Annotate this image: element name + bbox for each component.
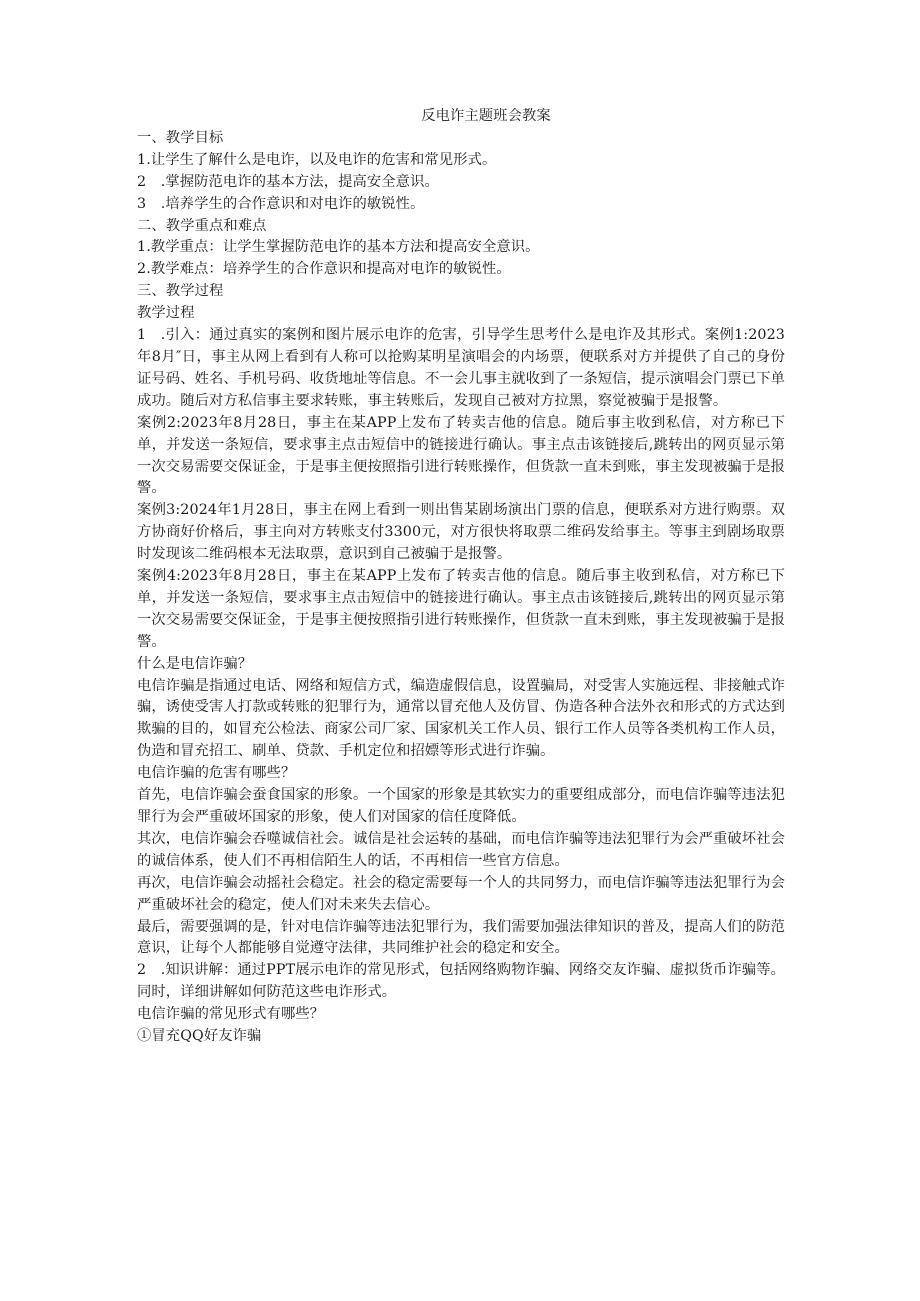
- document-paragraph: 电信诈骗的常见形式有哪些？: [137, 1006, 325, 1023]
- document-paragraph: 一、教学目标: [137, 129, 224, 146]
- document-paragraph: 电信诈骗是指通过电话、网络和短信方式，编造虚假信息，设置骗局，对受害人实施远程、非接触式诈骗，诱使受害人打款或转账的犯罪行为，通常以冒充他人及仿冒、伪造各种合法外衣和形式的方式达到欺骗的目的，如冒充公检法、商家公司厂家、国家机关工作人员、银行工作人员等各类机构工作人员，伪造和冒充招工、刷单、贷款、手机定位和招嫖等形式进行诈骗。: [137, 677, 785, 760]
- document-paragraph: 电信诈骗的危害有哪些？: [137, 765, 296, 782]
- document-paragraph: 再次，电信诈骗会动摇社会稳定。社会的稳定需要每一个人的共同努力，而电信诈骗等违法犯罪行为会严重破坏社会的稳定，使人们对未来失去信心。: [137, 874, 785, 913]
- document-paragraph: 案例3:2024年1月28日，事主在网上看到一则出售某剧场演出门票的信息，便联系对方进行购票。双方协商好价格后，事主向对方转账支付3300元，对方很快将取票二维码发给事主。等事主到剧场取票时发现该二维码根本无法取票，意识到自己被骗于是报警。: [137, 502, 785, 563]
- document-paragraph: 二、教学重点和难点: [137, 217, 267, 234]
- document-paragraph: 1 .引入：通过真实的案例和图片展示电诈的危害，引导学生思考什么是电诈及其形式。案例1:2023年8月″日，事主从网上看到有人称可以抢购某明星演唱会的内场票，便联系对方并提供了自己的身份证号码、姓名、手机号码、收货地址等信息。不一会儿事主就收到了一条短信，提示演唱会门票已下单成功。随后对方私信事主要求转账，事主转账后，发现自己被对方拉黑，察觉被骗于是报警。: [137, 327, 785, 409]
- document-paragraph: 其次，电信诈骗会吞噬诚信社会。诚信是社会运转的基础，而电信诈骗等违法犯罪行为会严重破坏社会的诚信体系，使人们不再相信陌生人的话，不再相信一些官方信息。: [137, 830, 785, 869]
- document-paragraph: 教学过程: [137, 305, 195, 322]
- document-paragraph: 案例2:2023年8月28日，事主在某APP上发布了转卖吉他的信息。随后事主收到私信，对方称已下单，并发送一条短信，要求事主点击短信中的链接进行确认。事主点击该链接后,跳转出的网页显示第一次交易需要交保证金，于是事主便按照指引进行转账操作，但货款一直未到账，事主发现被骗于是报警。: [137, 414, 785, 497]
- document-title: 反电诈主题班会教案: [421, 108, 551, 124]
- document-paragraph: 2 .掌握防范电诈的基本方法，提高安全意识。: [137, 173, 439, 190]
- document-body: [137, 128, 785, 1048]
- document-paragraph: 最后，需要强调的是，针对电信诈骗等违法犯罪行为，我们需要加强法律知识的普及，提高人们的防范意识，让每个人都能够自觉遵守法律，共同维护社会的稳定和安全。: [137, 918, 785, 957]
- document-paragraph: 案例4:2023年8月28日，事主在某APP上发布了转卖吉他的信息。随后事主收到私信，对方称已下单，并发送一条短信，要求事主点击短信中的链接进行确认。事主点击该链接后,跳转出的网页显示第一次交易需要交保证金，于是事主便按照指引进行转账操作，但货款一直未到账，事主发现被骗于是报警。: [137, 568, 785, 650]
- document-paragraph: ①冒充QQ好友诈骗: [137, 1028, 262, 1045]
- document-paragraph: 2 .知识讲解：通过PPT展示电诈的常见形式，包括网络购物诈骗、网络交友诈骗、虚拟货币诈骗等。同时，详细讲解如何防范这些电诈形式。: [137, 962, 785, 1001]
- document-paragraph: 首先，电信诈骗会蚕食国家的形象。一个国家的形象是其软实力的重要组成部分，而电信诈骗等违法犯罪行为会严重破坏国家的形象，使人们对国家的信任度降低。: [137, 787, 785, 825]
- document-paragraph: 2.教学难点：培养学生的合作意识和提高对电诈的敏锐性。: [137, 261, 511, 278]
- document-page: [137, 106, 785, 1048]
- document-paragraph: 1.教学重点：让学生掌握防范电诈的基本方法和提高安全意识。: [137, 239, 540, 256]
- document-paragraph: 1.让学生了解什么是电诈，以及电诈的危害和常见形式。: [137, 151, 497, 168]
- document-paragraph: 什么是电信诈骗？: [137, 655, 253, 672]
- document-paragraph: 3 .培养学生的合作意识和对电诈的敏锐性。: [137, 195, 425, 212]
- document-paragraph: 三、教学过程: [137, 283, 224, 300]
